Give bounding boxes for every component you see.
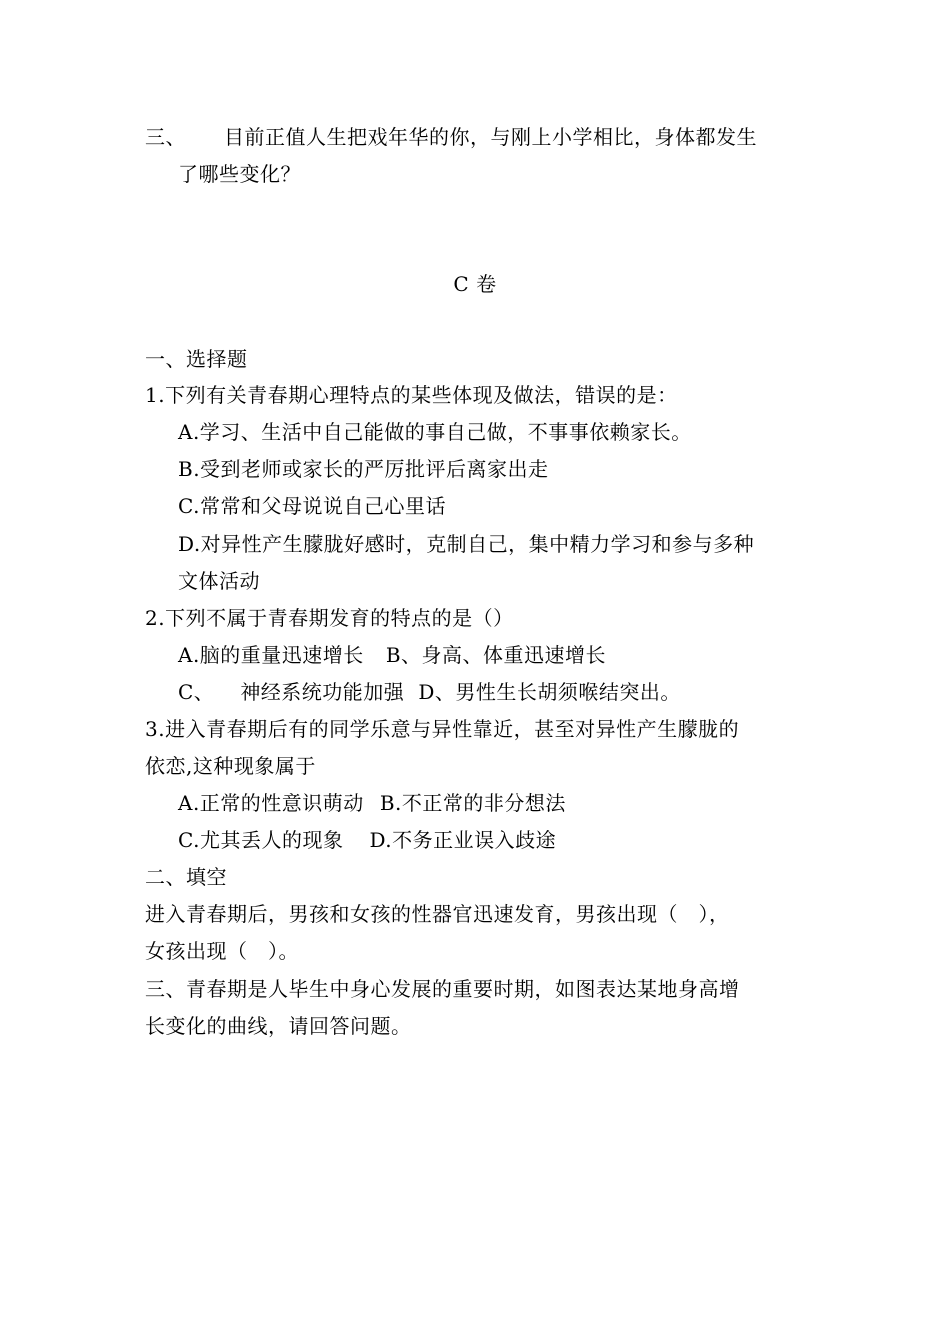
part3-line-1: 三、青春期是人毕生中身心发展的重要时期，如图表达某地身高增 — [145, 977, 740, 1001]
q1-option-d-line-1: D.对异性产生朦胧好感时，克制自己，集中精力学习和参与多种 — [178, 532, 755, 556]
q3-option-c: C.尤其丢人的现象 — [178, 828, 344, 852]
top-question-text: 目前正值人生把戏年华的你，与刚上小学相比，身体都发生 — [224, 125, 757, 149]
part3-line-2: 长变化的曲线，请回答问题。 — [145, 1014, 412, 1038]
part2-line-1: 进入青春期后，男孩和女孩的性器官迅速发育，男孩出现（ ）， — [145, 902, 730, 926]
q3-option-b: B.不正常的非分想法 — [379, 791, 566, 815]
q2-options-row-2 — [178, 679, 681, 705]
part2-line-2: 女孩出现（ ）。 — [145, 939, 299, 963]
q3-stem-line-2: 依恋,这种现象属于 — [145, 754, 316, 778]
top-question-line-1 — [145, 124, 757, 150]
q3-option-d: D.不务正业误入歧途 — [369, 828, 557, 852]
section-title: C 卷 — [453, 272, 497, 296]
q3-stem-line-1: 3.进入青春期后有的同学乐意与异性靠近，甚至对异性产生朦胧的 — [145, 717, 740, 741]
q2-options-row-1 — [178, 642, 606, 668]
q1-stem: 1.下列有关青春期心理特点的某些体现及做法，错误的是： — [145, 383, 678, 407]
top-question-line-2: 了哪些变化？ — [178, 162, 301, 186]
q2-option-c-text: 神经系统功能加强 — [240, 680, 405, 704]
part2-heading: 二、填空 — [145, 865, 227, 889]
part1-heading: 一、选择题 — [145, 347, 248, 371]
q2-stem: 2.下列不属于青春期发育的特点的是（） — [145, 606, 514, 630]
q1-option-c: C.常常和父母说说自己心里话 — [178, 494, 446, 518]
q2-option-c-label: C、 — [178, 680, 215, 704]
q1-option-b: B.受到老师或家长的严厉批评后离家出走 — [178, 457, 549, 481]
top-question-number: 三、 — [145, 125, 186, 149]
q2-option-a: A.脑的重量迅速增长 — [178, 643, 364, 667]
q1-option-a: A.学习、生活中自己能做的事自己做，不事事依赖家长。 — [178, 420, 692, 444]
q3-option-a: A.正常的性意识萌动 — [178, 791, 364, 815]
q2-option-b: B、身高、体重迅速增长 — [385, 643, 607, 667]
q2-option-d: D、男性生长胡须喉结突出。 — [418, 680, 681, 704]
q3-options-row-1 — [178, 790, 566, 816]
q1-option-d-line-2: 文体活动 — [178, 569, 260, 593]
q3-options-row-2 — [178, 827, 556, 853]
